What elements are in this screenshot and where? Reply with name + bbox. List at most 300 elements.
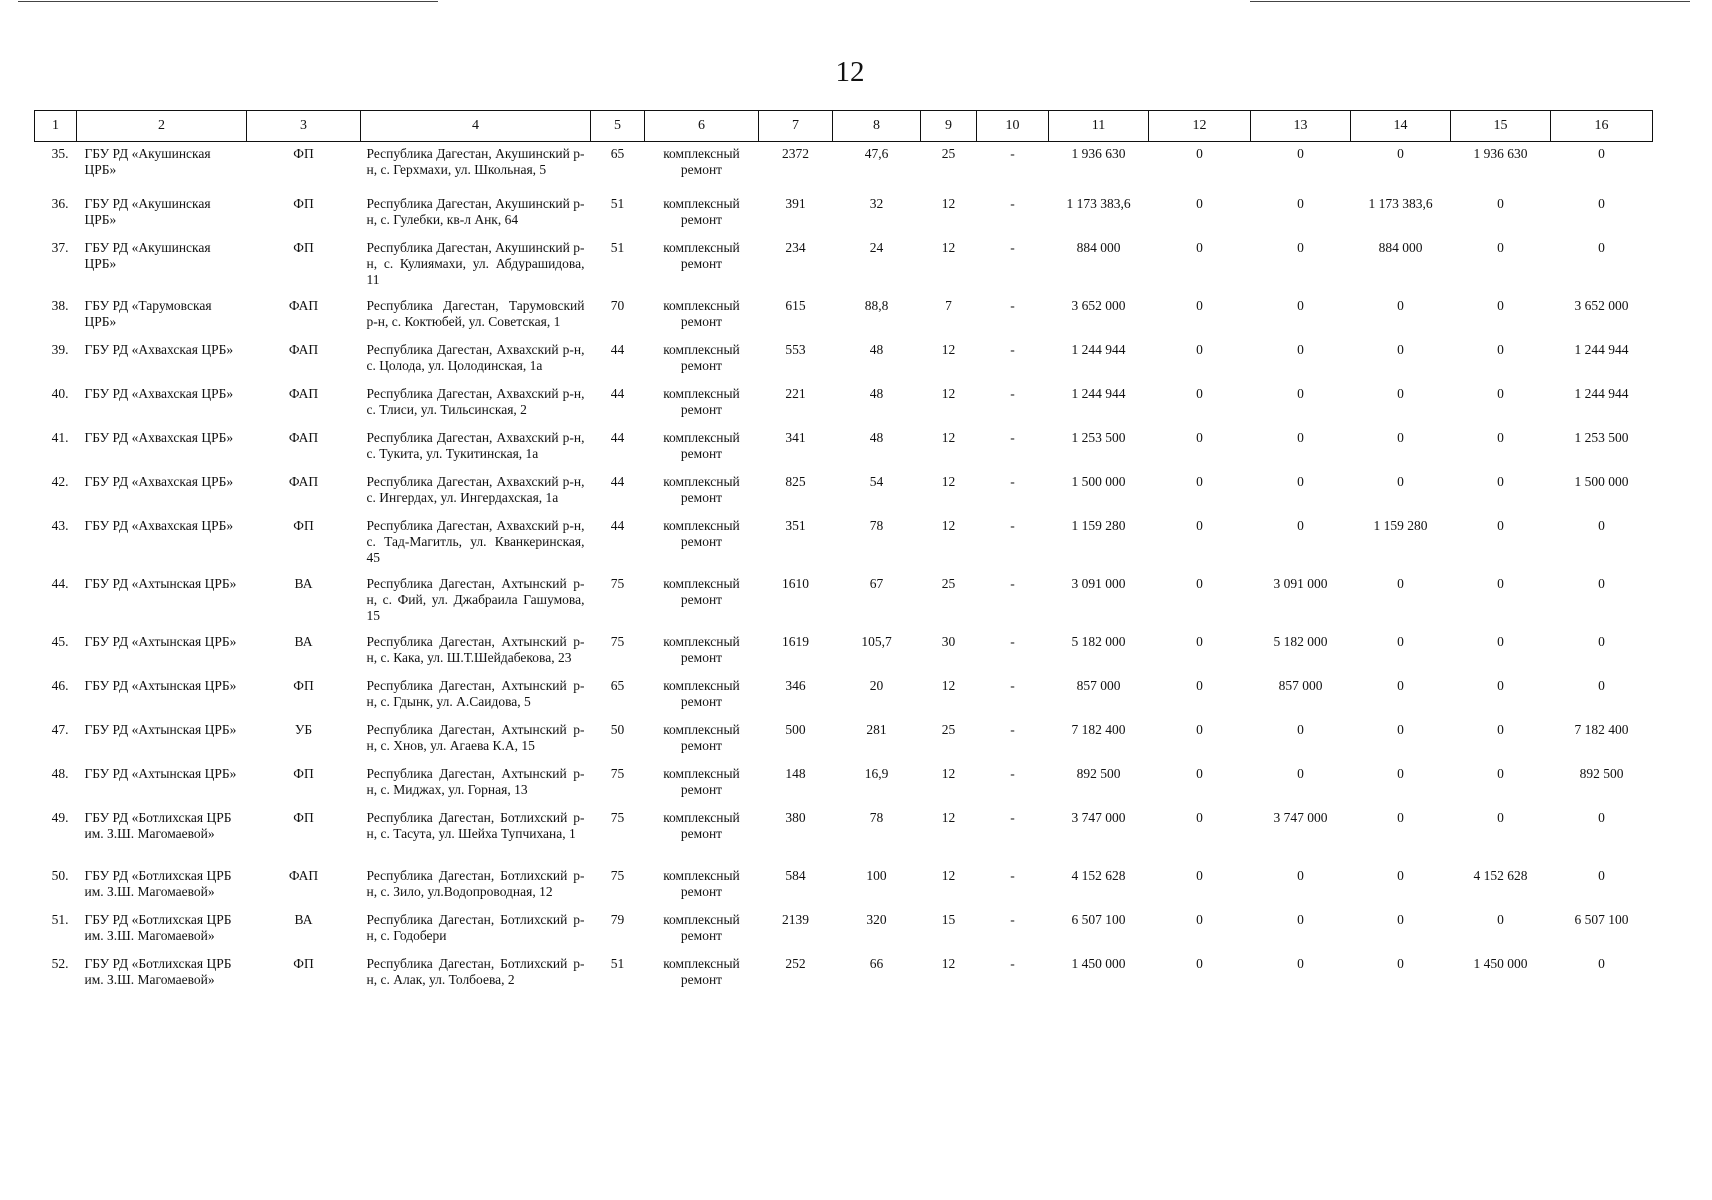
col13-amount-cell: 0 — [1297, 911, 1304, 927]
table-row — [35, 142, 1653, 192]
work-type-cell: комплексный ремонт — [663, 239, 740, 271]
table-row — [35, 572, 1653, 630]
col15-amount-cell: 0 — [1497, 809, 1504, 825]
col15-amount-cell: 0 — [1497, 341, 1504, 357]
table-row — [35, 338, 1653, 382]
total-amount-cell: 1 253 500 — [1071, 429, 1126, 445]
col15-amount-cell: 0 — [1497, 677, 1504, 693]
col16-amount-cell: 0 — [1598, 677, 1605, 693]
col15-amount-cell: 0 — [1497, 297, 1504, 313]
col13-amount-cell: 0 — [1297, 867, 1304, 883]
work-type-cell: комплексный ремонт — [663, 517, 740, 549]
facility-type-cell: ФП — [293, 765, 314, 781]
facility-type-cell: ФП — [293, 146, 314, 161]
col9-value-cell: 12 — [941, 955, 956, 971]
col16-amount-cell: 0 — [1598, 633, 1605, 649]
table-body — [35, 142, 1653, 996]
address-cell: Республика Дагестан, Ахвахский р-н, с. Тад-Магитль, ул. Кванкеринская, 45 — [366, 517, 585, 565]
row-number-cell: 38. — [51, 297, 69, 313]
col8-value-cell: 105,7 — [861, 633, 892, 649]
total-amount-cell: 1 936 630 — [1071, 146, 1126, 161]
institution-cell: ГБУ РД «Ахвахская ЦРБ» — [84, 517, 234, 533]
col14-amount-cell: 0 — [1397, 677, 1404, 693]
col12-amount-cell: 0 — [1196, 721, 1203, 737]
table-row — [35, 908, 1653, 952]
col15-amount-cell: 1 450 000 — [1473, 955, 1528, 971]
col10-value-cell: - — [1010, 239, 1015, 255]
address-cell: Республика Дагестан, Ахвахский р-н, с. Тукита, ул. Тукитинская, 1а — [366, 429, 585, 461]
col9-value-cell: 25 — [941, 575, 956, 591]
address-cell: Республика Дагестан, Акушинский р-н, с. Гулебки, кв-л Анк, 64 — [366, 195, 585, 227]
work-type-cell: комплексный ремонт — [663, 575, 740, 607]
column-header-12: 12 — [1149, 111, 1251, 142]
col16-amount-cell: 1 253 500 — [1574, 429, 1629, 445]
col14-amount-cell: 884 000 — [1378, 239, 1423, 255]
col8-value-cell: 281 — [866, 721, 887, 737]
col13-amount-cell: 0 — [1297, 297, 1304, 313]
col12-amount-cell: 0 — [1196, 341, 1203, 357]
col15-amount-cell: 0 — [1497, 517, 1504, 533]
institution-cell: ГБУ РД «Ахтынская ЦРБ» — [84, 721, 237, 737]
col5-value-cell: 70 — [610, 297, 625, 313]
work-type-cell: комплексный ремонт — [663, 473, 740, 505]
row-number-cell: 37. — [51, 239, 69, 255]
page-number: 12 — [835, 56, 865, 88]
column-header-15: 15 — [1451, 111, 1551, 142]
row-number-cell: 36. — [51, 195, 69, 211]
col9-value-cell: 12 — [941, 867, 956, 883]
table-row — [35, 762, 1653, 806]
table-row — [35, 192, 1653, 236]
col9-value-cell: 12 — [941, 385, 956, 401]
table-row — [35, 470, 1653, 514]
table-row — [35, 294, 1653, 338]
col16-amount-cell: 0 — [1598, 239, 1605, 255]
col15-amount-cell: 0 — [1497, 911, 1504, 927]
row-number-cell: 41. — [51, 429, 69, 445]
address-cell: Республика Дагестан, Ботлихский р-н, с. Годобери — [366, 911, 585, 943]
address-cell: Республика Дагестан, Ахтынский р-н, с. Хнов, ул. Агаева К.А, 15 — [366, 721, 585, 753]
col12-amount-cell: 0 — [1196, 473, 1203, 489]
row-number-cell: 42. — [51, 473, 69, 489]
register-table — [34, 110, 1653, 996]
col8-value-cell: 78 — [869, 517, 884, 533]
col12-amount-cell: 0 — [1196, 867, 1203, 883]
col12-amount-cell: 0 — [1196, 809, 1203, 825]
col10-value-cell: - — [1010, 911, 1015, 927]
col7-value-cell: 1619 — [782, 633, 809, 649]
col5-value-cell: 44 — [610, 473, 625, 489]
col5-value-cell: 44 — [610, 517, 625, 533]
col10-value-cell: - — [1010, 385, 1015, 401]
col8-value-cell: 48 — [869, 429, 884, 445]
address-cell: Республика Дагестан, Ахтынский р-н, с. Кака, ул. Ш.Т.Шейдабекова, 23 — [366, 633, 585, 665]
col12-amount-cell: 0 — [1196, 146, 1203, 161]
column-header-7: 7 — [759, 111, 833, 142]
col14-amount-cell: 0 — [1397, 429, 1404, 445]
col5-value-cell: 44 — [610, 341, 625, 357]
col8-value-cell: 78 — [869, 809, 884, 825]
address-cell: Республика Дагестан, Ахтынский р-н, с. Фий, ул. Джабраила Гашумова, 15 — [366, 575, 585, 623]
total-amount-cell: 857 000 — [1076, 677, 1121, 693]
total-amount-cell: 1 244 944 — [1071, 341, 1126, 357]
table-row — [35, 426, 1653, 470]
col12-amount-cell: 0 — [1196, 195, 1203, 211]
institution-cell: ГБУ РД «Ахтынская ЦРБ» — [84, 765, 237, 781]
address-cell: Республика Дагестан, Ботлихский р-н, с. Алак, ул. Толбоева, 2 — [366, 955, 585, 987]
col5-value-cell: 65 — [610, 677, 625, 693]
col13-amount-cell: 3 747 000 — [1273, 809, 1328, 825]
column-header-4: 4 — [361, 111, 591, 142]
facility-type-cell: ФП — [293, 677, 314, 693]
col5-value-cell: 65 — [610, 146, 625, 161]
col12-amount-cell: 0 — [1196, 765, 1203, 781]
col10-value-cell: - — [1010, 955, 1015, 971]
col14-amount-cell: 1 173 383,6 — [1368, 195, 1433, 211]
total-amount-cell: 6 507 100 — [1071, 911, 1126, 927]
col9-value-cell: 15 — [941, 911, 956, 927]
total-amount-cell: 7 182 400 — [1071, 721, 1126, 737]
address-cell: Республика Дагестан, Ахвахский р-н, с. Тлиси, ул. Тильсинская, 2 — [366, 385, 585, 417]
col5-value-cell: 44 — [610, 429, 625, 445]
column-header-16: 16 — [1551, 111, 1653, 142]
column-header-13: 13 — [1251, 111, 1351, 142]
col10-value-cell: - — [1010, 146, 1015, 161]
table-row — [35, 864, 1653, 908]
address-cell: Республика Дагестан, Ахтынский р-н, с. Миджах, ул. Горная, 13 — [366, 765, 585, 797]
col10-value-cell: - — [1010, 809, 1015, 825]
institution-cell: ГБУ РД «Ботлихская ЦРБ им. З.Ш. Магомаевой» — [84, 955, 232, 987]
row-number-cell: 45. — [51, 633, 69, 649]
work-type-cell: комплексный ремонт — [663, 867, 740, 899]
col8-value-cell: 100 — [866, 867, 887, 883]
col14-amount-cell: 0 — [1397, 146, 1404, 161]
col5-value-cell: 51 — [610, 195, 625, 211]
col10-value-cell: - — [1010, 677, 1015, 693]
col14-amount-cell: 0 — [1397, 575, 1404, 591]
facility-type-cell: ФАП — [288, 385, 319, 401]
col13-amount-cell: 0 — [1297, 195, 1304, 211]
institution-cell: ГБУ РД «Ахтынская ЦРБ» — [84, 677, 237, 693]
facility-type-cell: ФП — [293, 955, 314, 971]
col15-amount-cell: 0 — [1497, 721, 1504, 737]
col9-value-cell: 25 — [941, 146, 956, 161]
col7-value-cell: 825 — [785, 473, 806, 489]
col15-amount-cell: 0 — [1497, 239, 1504, 255]
facility-type-cell: ФП — [293, 239, 314, 255]
col16-amount-cell: 0 — [1598, 809, 1605, 825]
col8-value-cell: 47,6 — [864, 146, 889, 161]
col7-value-cell: 221 — [785, 385, 806, 401]
total-amount-cell: 3 747 000 — [1071, 809, 1126, 825]
institution-cell: ГБУ РД «Акушинская ЦРБ» — [84, 239, 211, 271]
col13-amount-cell: 5 182 000 — [1273, 633, 1328, 649]
col7-value-cell: 391 — [785, 195, 806, 211]
work-type-cell: комплексный ремонт — [663, 195, 740, 227]
col5-value-cell: 44 — [610, 385, 625, 401]
col14-amount-cell: 0 — [1397, 955, 1404, 971]
column-header-10: 10 — [977, 111, 1049, 142]
col13-amount-cell: 0 — [1297, 473, 1304, 489]
col12-amount-cell: 0 — [1196, 297, 1203, 313]
col9-value-cell: 12 — [941, 677, 956, 693]
column-header-6: 6 — [645, 111, 759, 142]
col7-value-cell: 2139 — [782, 911, 809, 927]
work-type-cell: комплексный ремонт — [663, 385, 740, 417]
col10-value-cell: - — [1010, 633, 1015, 649]
work-type-cell: комплексный ремонт — [663, 721, 740, 753]
work-type-cell: комплексный ремонт — [663, 809, 740, 841]
col5-value-cell: 79 — [610, 911, 625, 927]
address-cell: Республика Дагестан, Ахвахский р-н, с. Цолода, ул. Цолодинская, 1а — [366, 341, 585, 373]
col13-amount-cell: 0 — [1297, 385, 1304, 401]
col15-amount-cell: 0 — [1497, 429, 1504, 445]
address-cell: Республика Дагестан, Ботлихский р-н, с. Тасута, ул. Шейха Тупчихана, 1 — [366, 809, 585, 841]
col8-value-cell: 16,9 — [864, 765, 889, 781]
col16-amount-cell: 892 500 — [1579, 765, 1624, 781]
row-number-cell: 51. — [51, 911, 69, 927]
col15-amount-cell: 0 — [1497, 765, 1504, 781]
col15-amount-cell: 0 — [1497, 195, 1504, 211]
total-amount-cell: 892 500 — [1076, 765, 1121, 781]
work-type-cell: комплексный ремонт — [663, 955, 740, 987]
col8-value-cell: 67 — [869, 575, 884, 591]
facility-type-cell: ФП — [293, 809, 314, 825]
col10-value-cell: - — [1010, 867, 1015, 883]
col7-value-cell: 553 — [785, 341, 806, 357]
col5-value-cell: 51 — [610, 239, 625, 255]
col12-amount-cell: 0 — [1196, 575, 1203, 591]
row-number-cell: 52. — [51, 955, 69, 971]
facility-type-cell: ФП — [293, 517, 314, 533]
row-number-cell: 40. — [51, 385, 69, 401]
column-header-9: 9 — [921, 111, 977, 142]
row-number-cell: 49. — [51, 809, 69, 825]
col16-amount-cell: 1 244 944 — [1574, 385, 1629, 401]
institution-cell: ГБУ РД «Акушинская ЦРБ» — [84, 195, 211, 227]
col15-amount-cell: 0 — [1497, 633, 1504, 649]
col5-value-cell: 75 — [610, 867, 625, 883]
col7-value-cell: 2372 — [782, 146, 809, 161]
total-amount-cell: 1 159 280 — [1071, 517, 1126, 533]
facility-type-cell: ФАП — [288, 473, 319, 489]
col16-amount-cell: 0 — [1598, 575, 1605, 591]
row-number-cell: 44. — [51, 575, 69, 591]
column-header-3: 3 — [247, 111, 361, 142]
col9-value-cell: 12 — [941, 195, 956, 211]
work-type-cell: комплексный ремонт — [663, 911, 740, 943]
col7-value-cell: 615 — [785, 297, 806, 313]
col8-value-cell: 320 — [866, 911, 887, 927]
col10-value-cell: - — [1010, 517, 1015, 533]
col13-amount-cell: 0 — [1297, 146, 1304, 161]
total-amount-cell: 3 652 000 — [1071, 297, 1126, 313]
work-type-cell: комплексный ремонт — [663, 429, 740, 461]
column-number-row — [35, 111, 1653, 142]
col5-value-cell: 75 — [610, 765, 625, 781]
col14-amount-cell: 0 — [1397, 385, 1404, 401]
col13-amount-cell: 857 000 — [1278, 677, 1323, 693]
col16-amount-cell: 6 507 100 — [1574, 911, 1629, 927]
col8-value-cell: 48 — [869, 385, 884, 401]
col9-value-cell: 30 — [941, 633, 956, 649]
facility-type-cell: ФАП — [288, 341, 319, 357]
col7-value-cell: 346 — [785, 677, 806, 693]
scan-edge-left — [18, 1, 438, 2]
col10-value-cell: - — [1010, 195, 1015, 211]
col8-value-cell: 66 — [869, 955, 884, 971]
col8-value-cell: 20 — [869, 677, 884, 693]
facility-type-cell: ФАП — [288, 429, 319, 445]
col13-amount-cell: 0 — [1297, 341, 1304, 357]
col9-value-cell: 12 — [941, 429, 956, 445]
institution-cell: ГБУ РД «Ботлихская ЦРБ им. З.Ш. Магомаевой» — [84, 867, 232, 899]
work-type-cell: комплексный ремонт — [663, 146, 740, 177]
address-cell: Республика Дагестан, Тарумовский р-н, с. Коктюбей, ул. Советская, 1 — [366, 297, 585, 329]
col9-value-cell: 7 — [945, 297, 952, 313]
col16-amount-cell: 1 244 944 — [1574, 341, 1629, 357]
col13-amount-cell: 0 — [1297, 955, 1304, 971]
col15-amount-cell: 0 — [1497, 385, 1504, 401]
scan-edge-right — [1250, 1, 1690, 2]
col14-amount-cell: 0 — [1397, 809, 1404, 825]
row-number-cell: 48. — [51, 765, 69, 781]
total-amount-cell: 1 173 383,6 — [1066, 195, 1131, 211]
row-number-cell: 46. — [51, 677, 69, 693]
col14-amount-cell: 1 159 280 — [1373, 517, 1428, 533]
table-row — [35, 718, 1653, 762]
row-number-cell: 50. — [51, 867, 69, 883]
facility-type-cell: ФАП — [288, 297, 319, 313]
col8-value-cell: 32 — [869, 195, 884, 211]
work-type-cell: комплексный ремонт — [663, 341, 740, 373]
col9-value-cell: 12 — [941, 239, 956, 255]
institution-cell: ГБУ РД «Ахвахская ЦРБ» — [84, 473, 234, 489]
col14-amount-cell: 0 — [1397, 633, 1404, 649]
address-cell: Республика Дагестан, Ахтынский р-н, с. Гдынк, ул. А.Саидова, 5 — [366, 677, 585, 709]
col16-amount-cell: 0 — [1598, 517, 1605, 533]
col16-amount-cell: 1 500 000 — [1574, 473, 1629, 489]
col12-amount-cell: 0 — [1196, 955, 1203, 971]
col7-value-cell: 252 — [785, 955, 806, 971]
institution-cell: ГБУ РД «Ахвахская ЦРБ» — [84, 341, 234, 357]
address-cell: Республика Дагестан, Акушинский р-н, с. Герхмахи, ул. Школьная, 5 — [366, 146, 585, 177]
col16-amount-cell: 0 — [1598, 955, 1605, 971]
table-row — [35, 806, 1653, 864]
row-number-cell: 35. — [51, 146, 69, 161]
col12-amount-cell: 0 — [1196, 911, 1203, 927]
col15-amount-cell: 4 152 628 — [1473, 867, 1528, 883]
table-row — [35, 630, 1653, 674]
institution-cell: ГБУ РД «Ахтынская ЦРБ» — [84, 633, 237, 649]
col10-value-cell: - — [1010, 721, 1015, 737]
col8-value-cell: 48 — [869, 341, 884, 357]
work-type-cell: комплексный ремонт — [663, 297, 740, 329]
facility-type-cell: ФП — [293, 195, 314, 211]
work-type-cell: комплексный ремонт — [663, 677, 740, 709]
col7-value-cell: 380 — [785, 809, 806, 825]
facility-type-cell: ФАП — [288, 867, 319, 883]
address-cell: Республика Дагестан, Акушинский р-н, с. Кулиямахи, ул. Абдурашидова, 11 — [366, 239, 585, 287]
col12-amount-cell: 0 — [1196, 517, 1203, 533]
col12-amount-cell: 0 — [1196, 385, 1203, 401]
col9-value-cell: 25 — [941, 721, 956, 737]
col14-amount-cell: 0 — [1397, 765, 1404, 781]
col15-amount-cell: 1 936 630 — [1473, 146, 1528, 161]
col8-value-cell: 24 — [869, 239, 884, 255]
col9-value-cell: 12 — [941, 341, 956, 357]
col13-amount-cell: 0 — [1297, 721, 1304, 737]
institution-cell: ГБУ РД «Ахтынская ЦРБ» — [84, 575, 237, 591]
col16-amount-cell: 3 652 000 — [1574, 297, 1629, 313]
table-row — [35, 674, 1653, 718]
col16-amount-cell: 0 — [1598, 195, 1605, 211]
col10-value-cell: - — [1010, 297, 1015, 313]
col9-value-cell: 12 — [941, 473, 956, 489]
col7-value-cell: 351 — [785, 517, 806, 533]
col12-amount-cell: 0 — [1196, 429, 1203, 445]
col12-amount-cell: 0 — [1196, 239, 1203, 255]
row-number-cell: 39. — [51, 341, 69, 357]
address-cell: Республика Дагестан, Ахвахский р-н, с. Ингердах, ул. Ингердахская, 1а — [366, 473, 585, 505]
col8-value-cell: 54 — [869, 473, 884, 489]
col9-value-cell: 12 — [941, 809, 956, 825]
col9-value-cell: 12 — [941, 765, 956, 781]
row-number-cell: 47. — [51, 721, 69, 737]
total-amount-cell: 1 450 000 — [1071, 955, 1126, 971]
col14-amount-cell: 0 — [1397, 341, 1404, 357]
col5-value-cell: 75 — [610, 575, 625, 591]
total-amount-cell: 5 182 000 — [1071, 633, 1126, 649]
institution-cell: ГБУ РД «Акушинская ЦРБ» — [84, 146, 211, 177]
col13-amount-cell: 0 — [1297, 239, 1304, 255]
col7-value-cell: 234 — [785, 239, 806, 255]
col10-value-cell: - — [1010, 429, 1015, 445]
work-type-cell: комплексный ремонт — [663, 633, 740, 665]
work-type-cell: комплексный ремонт — [663, 765, 740, 797]
total-amount-cell: 1 500 000 — [1071, 473, 1126, 489]
column-header-2: 2 — [77, 111, 247, 142]
col16-amount-cell: 0 — [1598, 867, 1605, 883]
col15-amount-cell: 0 — [1497, 575, 1504, 591]
col14-amount-cell: 0 — [1397, 911, 1404, 927]
col13-amount-cell: 0 — [1297, 765, 1304, 781]
address-cell: Республика Дагестан, Ботлихский р-н, с. Зило, ул.Водопроводная, 12 — [366, 867, 585, 899]
table-row — [35, 236, 1653, 294]
col7-value-cell: 148 — [785, 765, 806, 781]
institution-cell: ГБУ РД «Ботлихская ЦРБ им. З.Ш. Магомаевой» — [84, 809, 232, 841]
column-header-1: 1 — [35, 111, 77, 142]
col5-value-cell: 75 — [610, 809, 625, 825]
table-row — [35, 514, 1653, 572]
col13-amount-cell: 3 091 000 — [1273, 575, 1328, 591]
institution-cell: ГБУ РД «Тарумовская ЦРБ» — [84, 297, 212, 329]
col7-value-cell: 1610 — [782, 575, 809, 591]
col7-value-cell: 341 — [785, 429, 806, 445]
column-header-11: 11 — [1049, 111, 1149, 142]
column-header-14: 14 — [1351, 111, 1451, 142]
total-amount-cell: 4 152 628 — [1071, 867, 1126, 883]
col10-value-cell: - — [1010, 341, 1015, 357]
col7-value-cell: 500 — [785, 721, 806, 737]
facility-type-cell: УБ — [294, 721, 313, 737]
total-amount-cell: 1 244 944 — [1071, 385, 1126, 401]
col8-value-cell: 88,8 — [864, 297, 889, 313]
col14-amount-cell: 0 — [1397, 721, 1404, 737]
col10-value-cell: - — [1010, 575, 1015, 591]
col12-amount-cell: 0 — [1196, 633, 1203, 649]
table-row — [35, 952, 1653, 996]
